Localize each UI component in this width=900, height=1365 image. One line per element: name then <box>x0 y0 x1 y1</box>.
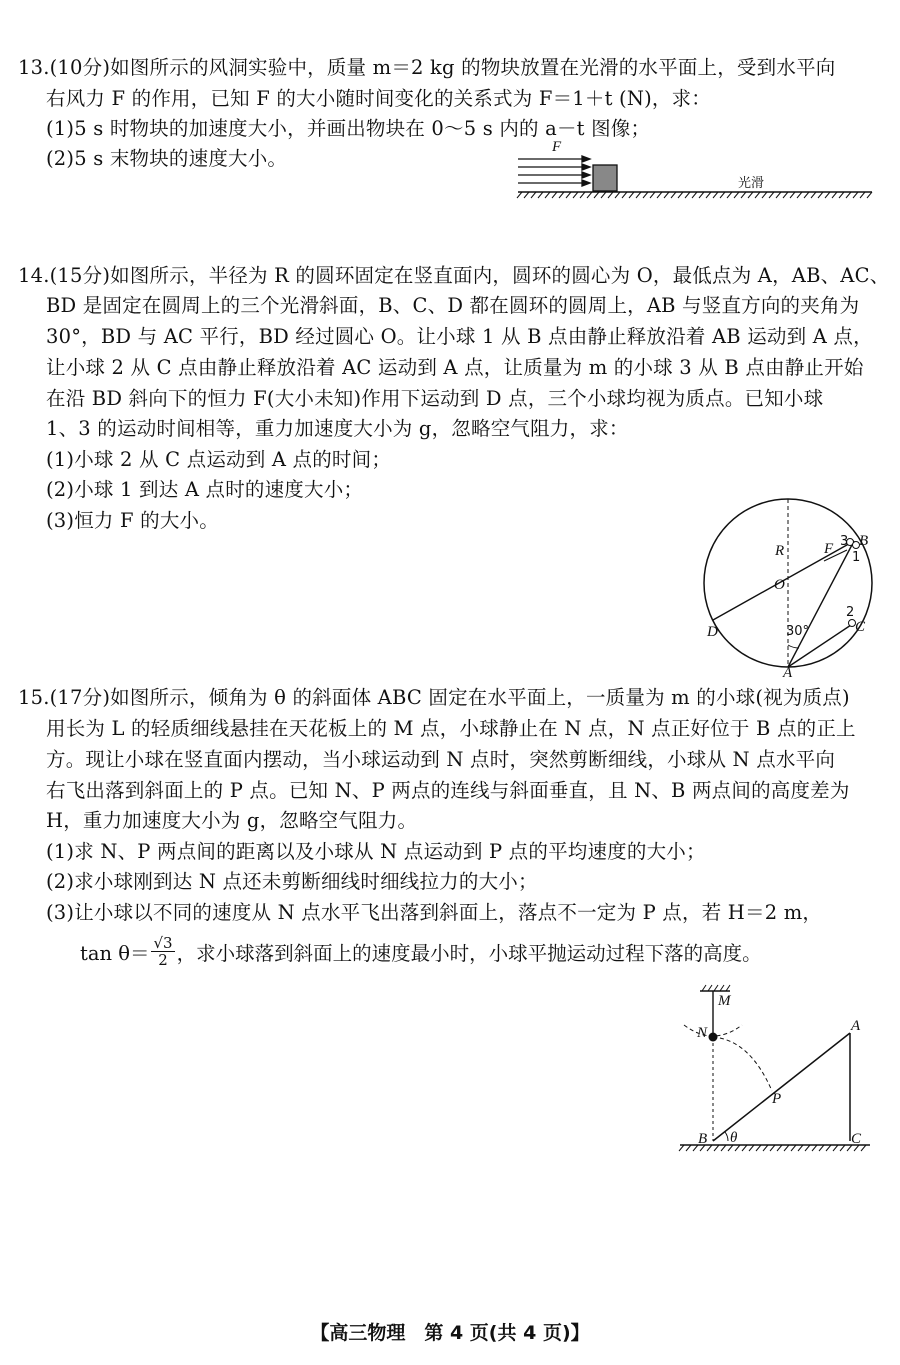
ground-hatching <box>517 192 872 198</box>
q15-line-4: 右飞出落到斜面上的 P 点。已知 N、P 两点的连线与斜面垂直，且 N、B 两点间的高度差为 <box>46 779 850 802</box>
label-B: B <box>698 1131 708 1147</box>
tan-numerator: √3 <box>153 934 173 952</box>
label-1: 1 <box>852 550 861 565</box>
q13-line-1: 13.(10分)如图所示的风洞实验中，质量 m＝2 kg 的物块放置在光滑的水平面上，受到水平向 <box>18 56 836 79</box>
tan-fraction <box>151 935 174 968</box>
label-F: F <box>824 541 834 557</box>
q15-line-5: H，重力加速度大小为 g，忽略空气阻力。 <box>46 809 418 832</box>
q13-line-4: (2)5 s 末物块的速度大小。 <box>46 147 288 170</box>
q13-wind-tunnel-figure <box>510 135 880 210</box>
ball-N <box>709 1033 718 1042</box>
q14-line-3: 30°，BD 与 AC 平行，BD 经过圆心 O。让小球 1 从 B 点由静止释放沿着 AB 运动到 A 点， <box>46 325 873 348</box>
block <box>593 165 617 191</box>
page-footer: 【高三物理 第 4 页(共 4 页)】 <box>310 1322 590 1344</box>
angle-arc <box>788 645 799 648</box>
label-O: O <box>774 577 785 593</box>
q15-line-9 <box>80 935 762 968</box>
label-3: 3 <box>840 534 849 549</box>
label-R: R <box>775 543 785 559</box>
q14-line-5: 在沿 BD 斜向下的恒力 F(大小未知)作用下运动到 D 点，三个小球均视为质点。已知小球 <box>46 387 824 410</box>
label-P: P <box>772 1091 782 1107</box>
incline-BA <box>713 1033 850 1141</box>
trajectory <box>713 1037 772 1091</box>
label-2: 2 <box>846 605 855 620</box>
q14-line-7: (1)小球 2 从 C 点运动到 A 点的时间； <box>46 448 392 471</box>
label-A: A <box>851 1018 861 1034</box>
wind-arrows <box>518 156 590 186</box>
label-N: N <box>697 1025 708 1041</box>
label-theta: θ <box>730 1130 738 1146</box>
q15-line-8: (3)让小球以不同的速度从 N 点水平飞出落到斜面上，落点不一定为 P 点，若 H＝2 m， <box>46 901 823 924</box>
label-B: B <box>859 533 869 549</box>
theta-arc <box>725 1132 728 1141</box>
q14-line-8: (2)小球 1 到达 A 点时的速度大小； <box>46 478 364 501</box>
q15-line-3: 方。现让小球在竖直面内摆动，当小球运动到 N 点时，突然剪断细线，小球从 N 点水平向 <box>46 748 836 771</box>
q15-line-7: (2)求小球刚到达 N 点还未剪断细线时细线拉力的大小； <box>46 870 538 893</box>
tan-suffix: ，求小球落到斜面上的速度最小时，小球平抛运动过程下落的高度。 <box>176 941 762 965</box>
tan-prefix: tan θ＝ <box>80 941 150 965</box>
q13-line-3: (1)5 s 时物块的加速度大小，并画出物块在 0～5 s 内的 a－t 图像； <box>46 117 651 140</box>
tan-denominator: 2 <box>158 951 168 969</box>
q15-line-1: 15.(17分)如图所示，倾角为 θ 的斜面体 ABC 固定在水平面上，一质量为 m 的小球(视为质点) <box>18 686 850 709</box>
q13-line-2: 右风力 F 的作用，已知 F 的大小随时间变化的关系式为 F＝1＋t (N)，求： <box>46 87 712 110</box>
q14-line-9: (3)恒力 F 的大小。 <box>46 509 219 532</box>
label-D: D <box>707 624 718 640</box>
label-A: A <box>783 665 793 681</box>
label-30deg: 30° <box>786 624 810 639</box>
force-label: F <box>552 139 562 155</box>
q14-line-6: 1、3 的运动时间相等，重力加速度大小为 g，忽略空气阻力，求： <box>46 417 629 440</box>
label-M: M <box>718 993 731 1009</box>
label-C: C <box>851 1131 862 1147</box>
q15-incline-figure <box>670 985 880 1160</box>
q15-line-6: (1)求 N、P 两点间的距离以及小球从 N 点运动到 P 点的平均速度的大小； <box>46 840 706 863</box>
smooth-label: 光滑 <box>738 176 765 191</box>
q14-line-1: 14.(15分)如图所示，半径为 R 的圆环固定在竖直面内，圆环的圆心为 O，最低点为 A，AB、AC、 <box>18 264 890 287</box>
q14-circle-figure <box>690 495 880 680</box>
q14-line-4: 让小球 2 从 C 点由静止释放沿着 AC 运动到 A 点，让质量为 m 的小球 3 从 B 点由静止开始 <box>46 356 864 379</box>
q15-line-2: 用长为 L 的轻质细线悬挂在天花板上的 M 点，小球静止在 N 点，N 点正好位于 B 点的正上 <box>46 717 856 740</box>
ceiling-hatching <box>702 985 730 991</box>
label-C: C <box>855 619 866 635</box>
q14-line-2: BD 是固定在圆周上的三个光滑斜面，B、C、D 都在圆环的圆周上，AB 与竖直方向的夹角为 <box>46 294 860 317</box>
